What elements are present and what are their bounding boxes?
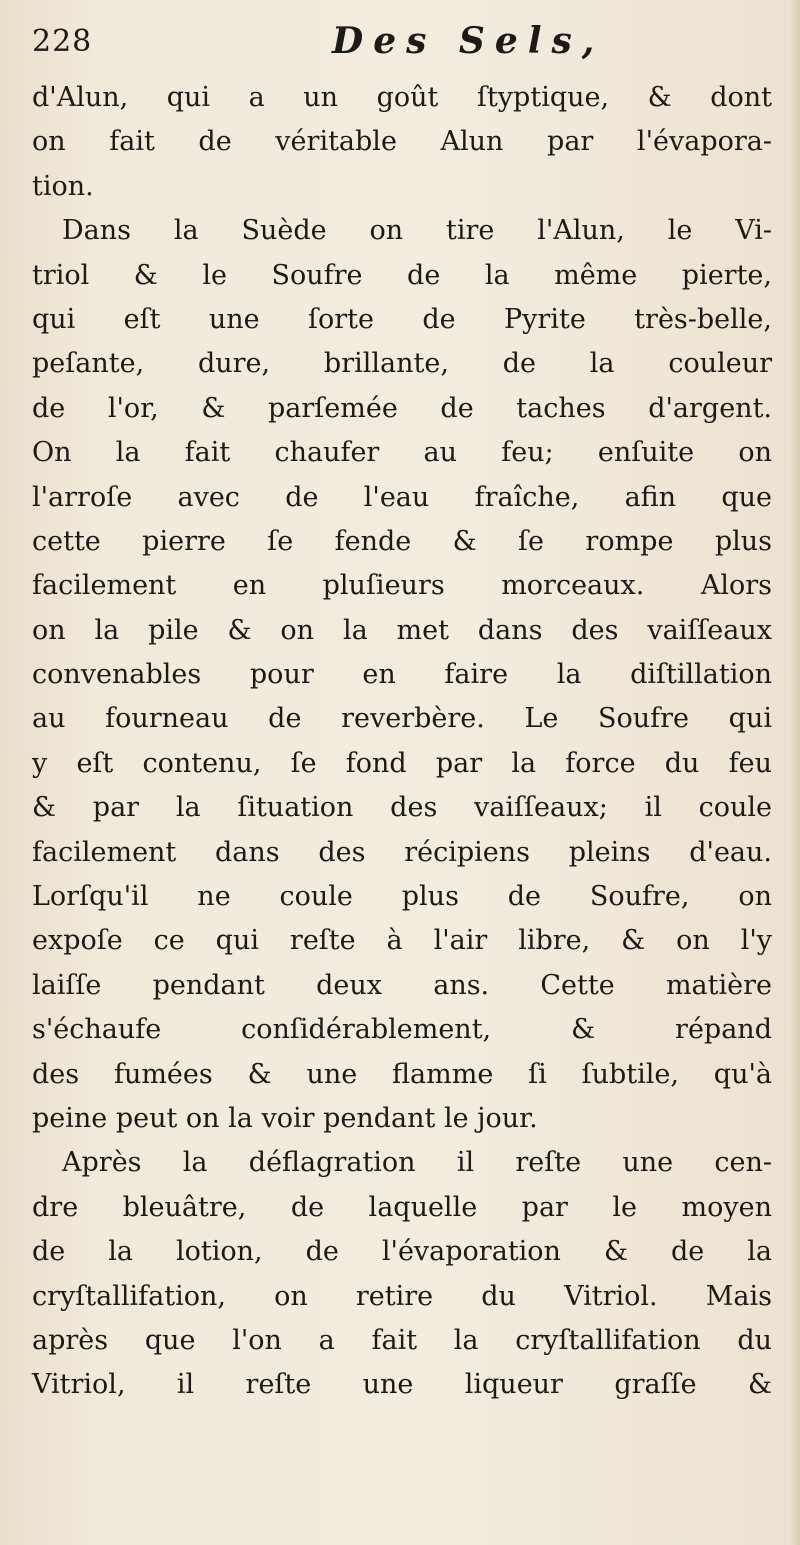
text-line: peſante, dure, brillante, de la couleur [32,348,772,380]
text-line: au fourneau de reverbère. Le Soufre qui [32,703,772,735]
page-edge-shadow [790,0,800,1545]
text-line: convenables pour en faire la diſtillation [32,659,772,691]
body-text [32,76,772,1408]
text-line: tion. [32,170,94,202]
text-line: laiſſe pendant deux ans. Cette matière [32,969,772,1001]
page-number: 228 [32,24,93,59]
text-line: facilement en pluſieurs morceaux. Alors [32,570,772,602]
text-line: on fait de véritable Alun par l'évapora- [32,126,772,158]
text-line: Après la déflagration il reſte une cen- [62,1147,772,1179]
running-title: Des Sels, [332,20,605,62]
text-line: cette pierre ſe fende & ſe rompe plus [32,525,772,557]
text-line: On la fait chaufer au feu; enſuite on [32,437,772,469]
text-line: cryſtallifation, on retire du Vitriol. Mais [32,1280,772,1312]
text-line: facilement dans des récipiens pleins d'eau. [32,836,772,868]
text-line: d'Alun, qui a un goût ſtyptique, & dont [32,82,772,113]
text-line: triol & le Soufre de la même pierte, [32,259,772,291]
text-line: on la pile & on la met dans des vaiſſeaux [32,614,772,646]
text-line: l'arroſe avec de l'eau fraîche, afin que [32,481,772,513]
text-line: après que l'on a fait la cryſtallifation du [32,1324,772,1356]
text-line: peine peut on la voir pendant le jour. [32,1102,538,1134]
text-line: Dans la Suède on tire l'Alun, le Vi- [62,215,772,247]
text-line: Vitriol, il reſte une liqueur graſſe & [32,1369,772,1401]
text-line: & par la ſituation des vaiſſeaux; il coule [32,792,772,824]
text-line: y eſt contenu, ſe fond par la force du feu [32,747,772,779]
text-line: de l'or, & parſemée de taches d'argent. [32,392,772,424]
text-line: expoſe ce qui reſte à l'air libre, & on l'y [32,925,772,957]
text-line: Lorſqu'il ne coule plus de Soufre, on [32,881,772,913]
text-line: des fumées & une flamme ſi ſubtile, qu'à [32,1058,772,1090]
text-line: dre bleuâtre, de laquelle par le moyen [32,1191,772,1223]
text-line: de la lotion, de l'évaporation & de la [32,1236,772,1268]
text-line: s'échaufe conſidérablement, & répand [32,1014,772,1046]
text-line: qui eſt une ſorte de Pyrite très-belle, [32,303,772,335]
page-header [32,14,762,74]
